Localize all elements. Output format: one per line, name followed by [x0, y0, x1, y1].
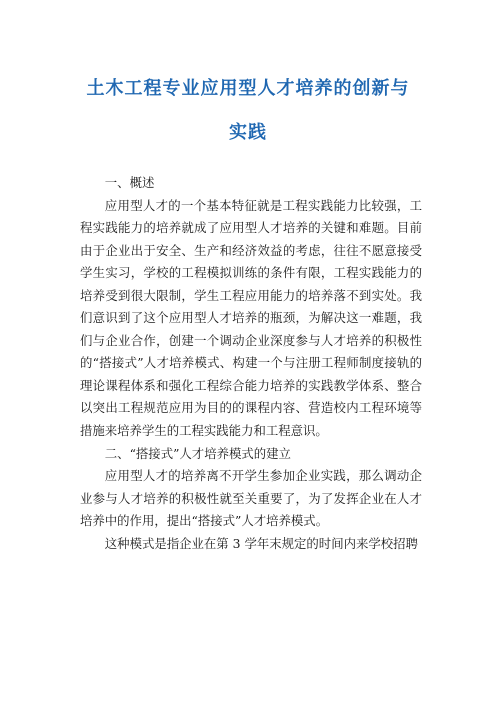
paragraph-model-intro: 应用型人才的培养离不开学生参加企业实践，那么调动企业参与人才培养的积极性就至关重要了，为了发挥企业在人才培养中的作用，提出“搭接式”人才培养模式。 [80, 468, 422, 529]
document-body [80, 172, 422, 555]
section-heading-overview: 一、概述 [104, 175, 155, 190]
section-heading-model: 二、“搭接式”人才培养模式的建立 [104, 445, 291, 461]
document-title-line-2: 实践 [229, 122, 267, 143]
document-title-line-1: 土木工程专业应用型人才培养的创新与 [86, 78, 410, 99]
paragraph-overview: 应用型人才的一个基本特征就是工程实践能力比较强，工程实践能力的培养就成了应用型人才培养的关键和难题。目前由于企业出于安全、生产和经济效益的考虑，往往不愿意接受学生实习，学校的工程模拟训练的条件有限，工程实践能力的培养受到很大限制，学生工程应用能力的培养落不到实处。我们意识到了这个应用型人才培养的瓶颈，为解决这一难题，我们与企业合作，创建一个调动企业深度参与人才培养的积极性的“搭接式”人才培养模式、构建一个与注册工程师制度接轨的理论课程体系和强化工程综合能力培养的实践教学体系、整合以突出工程规范应用为目的的课程内容、营造校内工程环境等措施来培养学生的工程实践能力和工程意识。 [80, 197, 422, 439]
paragraph-model-detail: 这种模式是指企业在第 3 学年末规定的时间内来学校招聘 [104, 535, 418, 551]
